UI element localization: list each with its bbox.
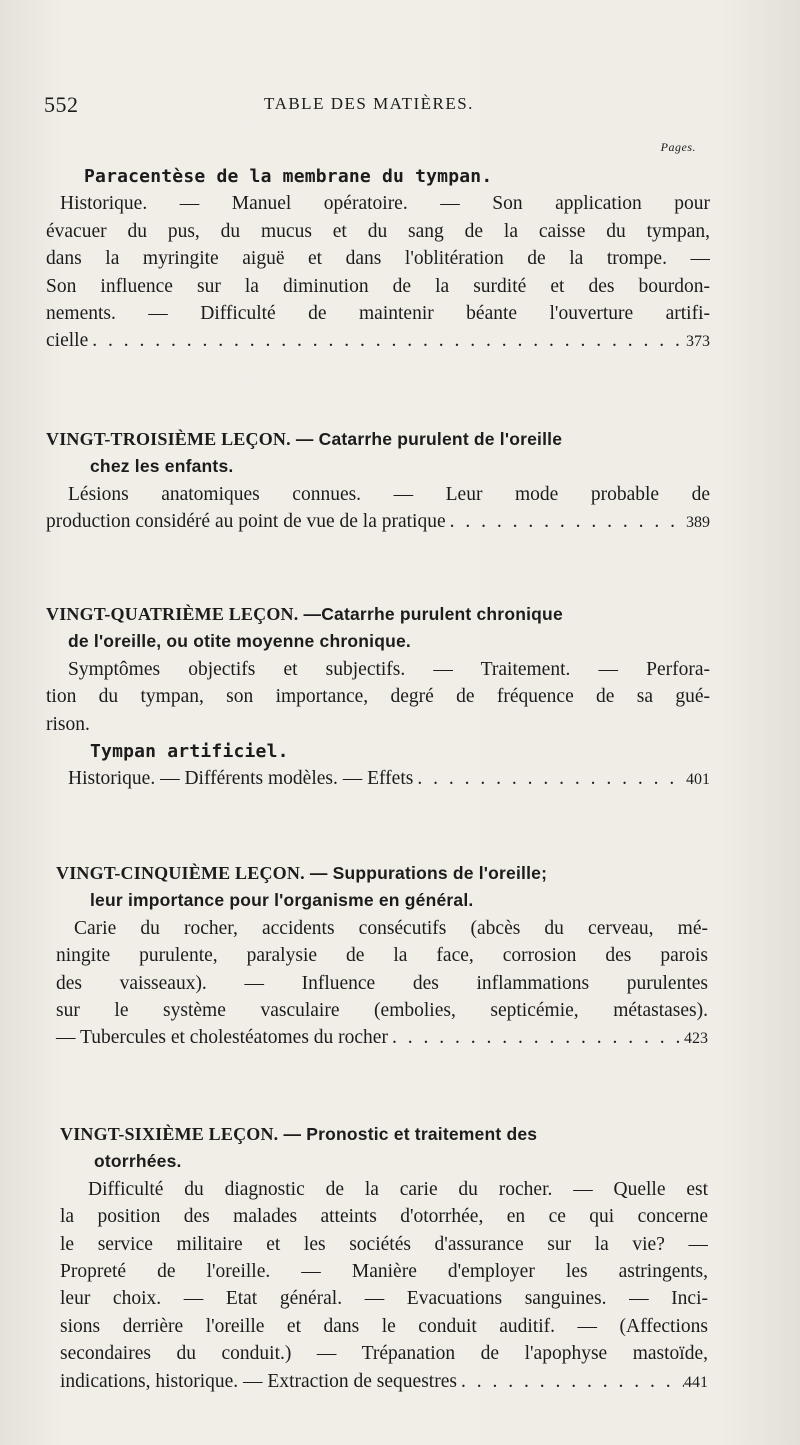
lesson-title-cont: de l'oreille, ou otite moyenne chronique.: [68, 631, 411, 652]
leader-dots: [413, 765, 686, 792]
leader-dots: [446, 508, 686, 535]
entry-text: Historique. — Différents modèles. — Effets: [68, 768, 414, 790]
entry-text: production considéré au point de vue de la pratique: [46, 511, 446, 533]
entry-line: Symptômes objectifs et subjectifs. — Traitement. — Perfora-: [68, 658, 710, 680]
entry-line: tion du tympan, son importance, degré de fréquence de sa gué-: [46, 686, 710, 708]
leader-dots: [388, 1024, 684, 1051]
entry-line: Lésions anatomiques connues. — Leur mode probable de: [68, 483, 710, 505]
page-reference: 389: [686, 514, 710, 532]
entry-line: le service militaire et les sociétés d'assurance sur la vie? —: [60, 1233, 708, 1255]
running-title: TABLE DES MATIÈRES.: [264, 94, 474, 113]
pages-column-label: Pages.: [660, 140, 696, 154]
entry-line: des vaisseaux). — Influence des inflammations purulentes: [56, 972, 708, 994]
leader-dots: [88, 327, 686, 354]
entry-last-line: [46, 765, 710, 793]
lesson-title-cont: otorrhées.: [94, 1151, 182, 1172]
page-reference: 401: [686, 771, 710, 789]
entry-line: ningite purulente, paralysie de la face, corrosion des parois: [56, 945, 708, 967]
lesson-title: — Catarrhe purulent de l'oreille: [295, 429, 563, 449]
entry-line: la position des malades atteints d'otorrhée, en ce qui concerne: [60, 1206, 708, 1228]
entry-line: Son influence sur la diminution de la surdité et des bourdon-: [46, 275, 710, 297]
page-reference: 423: [684, 1030, 708, 1048]
entry-line: Difficulté du diagnostic de la carie du rocher. — Quelle est: [88, 1178, 708, 1200]
entry-line: Propreté de l'oreille. — Manière d'employer les astringents,: [60, 1261, 708, 1283]
entry-line: secondaires du conduit.) — Trépanation de l'apophyse mastoïde,: [60, 1343, 708, 1365]
toc-entry-lesson-26: [60, 1121, 708, 1396]
lesson-number: VINGT-QUATRIÈME LEÇON.: [46, 604, 299, 624]
entry-last-line: [46, 327, 710, 355]
subheading: Tympan artificiel.: [90, 741, 289, 763]
lesson-title: — Pronostic et traitement des: [283, 1124, 538, 1144]
lesson-title-cont: leur importance pour l'organisme en général.: [90, 890, 474, 911]
lesson-heading: [46, 601, 710, 628]
entry-line: Historique. — Manuel opératoire. — Son application pour: [60, 193, 710, 215]
entry-text: cielle: [46, 330, 89, 352]
entry-line: nements. — Difficulté de maintenir béante l'ouverture artifi-: [46, 303, 710, 325]
page-header: [44, 92, 694, 122]
lesson-heading: [46, 426, 710, 453]
page-reference: 373: [686, 333, 710, 351]
entry-line: rison.: [46, 713, 90, 735]
lesson-title-cont: chez les enfants.: [90, 456, 234, 477]
entry-text: — Tubercules et cholestéatomes du rocher: [56, 1027, 388, 1049]
leader-dots: [457, 1368, 684, 1395]
entry-line: leur choix. — Etat général. — Evacuations sanguines. — Inci-: [60, 1288, 708, 1310]
entry-line: Carie du rocher, accidents consécutifs (abcès du cerveau, mé-: [74, 917, 708, 939]
toc-entry-paracentese: [46, 163, 710, 356]
entry-text: indications, historique. — Extraction de sequestres: [60, 1370, 457, 1392]
toc-entry-lesson-25: [56, 860, 708, 1053]
entry-line: sur le système vasculaire (embolies, septicémie, métastases).: [56, 1000, 708, 1022]
lesson-number: VINGT-CINQUIÈME LEÇON.: [56, 863, 305, 883]
lesson-number: VINGT-TROISIÈME LEÇON.: [46, 429, 291, 449]
entry-line: dans la myringite aiguë et dans l'oblitération de la trompe. —: [46, 248, 710, 270]
entry-line: sions derrière l'oreille et dans le conduit auditif. — (Affections: [60, 1315, 708, 1337]
lesson-number: VINGT-SIXIÈME LEÇON.: [60, 1124, 279, 1144]
lesson-title: — Suppurations de l'oreille;: [309, 863, 548, 883]
lesson-heading: [56, 860, 708, 887]
toc-entry-lesson-24: [46, 601, 710, 794]
subheading: Paracentèse de la membrane du tympan.: [84, 166, 493, 187]
entry-last-line: [60, 1368, 708, 1396]
lesson-heading: [60, 1121, 708, 1148]
entry-last-line: [56, 1024, 708, 1052]
page-number: 552: [44, 92, 79, 117]
page-reference: 441: [684, 1373, 708, 1391]
entry-line: évacuer du pus, du mucus et du sang de la caisse du tympan,: [46, 220, 710, 242]
toc-entry-lesson-23: [46, 426, 710, 537]
lesson-title: —Catarrhe purulent chronique: [303, 604, 563, 624]
entry-last-line: [46, 508, 710, 536]
